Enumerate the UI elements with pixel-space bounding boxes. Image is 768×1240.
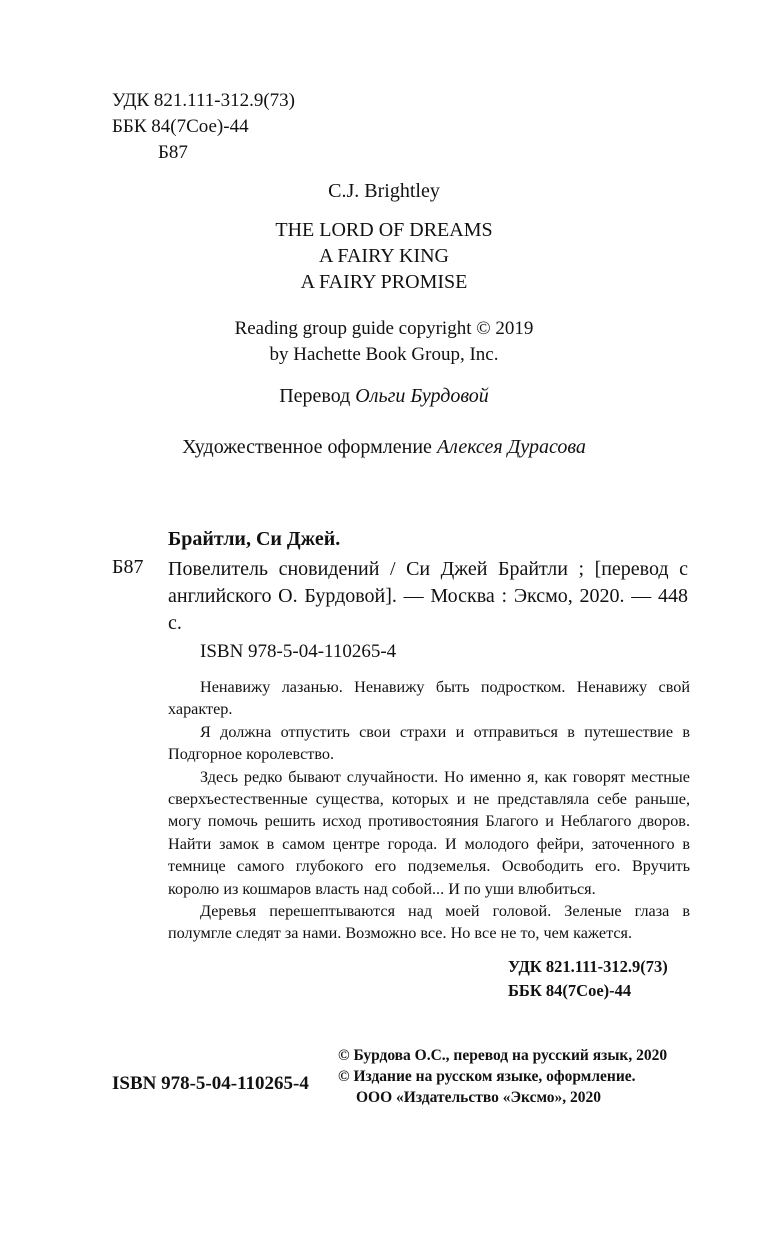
- original-title-3: A FAIRY PROMISE: [300, 271, 468, 293]
- classification-top: [112, 88, 295, 166]
- original-title-1: THE LORD OF DREAMS: [275, 219, 493, 241]
- annotation: [168, 676, 690, 945]
- udk-code: УДК 821.111-312.9(73): [112, 90, 295, 111]
- annotation-paragraph: Деревья перешептываются над моей головой. Зеленые глаза в полумгле следят за нами. Возможно все. Но все не то, чем кажется.: [168, 902, 690, 943]
- isbn-bottom: ISBN 978-5-04-110265-4: [112, 1073, 309, 1094]
- bbk-code: ББК 84(7Сое)-44: [112, 116, 249, 137]
- original-author: C.J. Brightley: [328, 180, 440, 202]
- guide-copyright-line-1: Reading group guide copyright © 2019: [234, 318, 534, 339]
- bibliographic-author: Брайтли, Си Джей.: [168, 528, 341, 550]
- copyright-line: © Издание на русском языке, оформление.: [338, 1068, 636, 1085]
- original-title-2: A FAIRY KING: [318, 245, 449, 267]
- bbk-code-bottom: ББК 84(7Сое)-44: [508, 981, 632, 1000]
- author-mark: Б87: [158, 142, 188, 163]
- translator-credit: [0, 385, 768, 408]
- classification-bottom: [508, 955, 668, 1003]
- annotation-paragraph: Ненавижу лазанью. Ненавижу быть подростком. Ненавижу свой характер.: [168, 678, 690, 719]
- bibliographic-isbn: ISBN 978-5-04-110265-4: [200, 641, 397, 662]
- annotation-paragraph: Здесь редко бывают случайности. Но именно я, как говорят местные сверхъестественные существа, которых и не представляла себе раньше, могу помочь решить исход противостояния Благого и Неблагого дворов. Найти замок в самом центре города. И молодого фейри, заточенного в темнице самого глубокого его подземелья. Освободить его. Вручить королю из кошмаров власть над собой... И по уши влюбиться.: [168, 767, 690, 898]
- translator-name: Ольги Бурдовой: [355, 385, 489, 407]
- translator-prefix: Перевод: [279, 385, 356, 407]
- annotation-paragraph: Я должна отпустить свои страхи и отправиться в путешествие в Подгорное королевство.: [168, 722, 690, 764]
- copyright-line: © Бурдова О.С., перевод на русский язык, 2020: [338, 1047, 668, 1064]
- artwork-name: Алексея Дурасова: [436, 436, 586, 458]
- guide-copyright-line-2: by Hachette Book Group, Inc.: [269, 344, 499, 365]
- artwork-credit: [0, 436, 768, 459]
- bibliographic-code: Б87: [112, 556, 144, 578]
- original-titles: [0, 217, 768, 295]
- guide-copyright: [0, 316, 768, 368]
- artwork-prefix: Художественное оформление: [182, 436, 437, 458]
- udk-code-bottom: УДК 821.111-312.9(73): [508, 957, 668, 976]
- copyright-block: [338, 1045, 667, 1108]
- bibliographic-description: Повелитель сновидений / Си Джей Брайтли ; [перевод с английского О. Бурдовой]. — Москва : Эксмо, 2020. — 448 с.: [168, 558, 688, 634]
- copyright-line: ООО «Издательство «Эксмо», 2020: [356, 1089, 602, 1106]
